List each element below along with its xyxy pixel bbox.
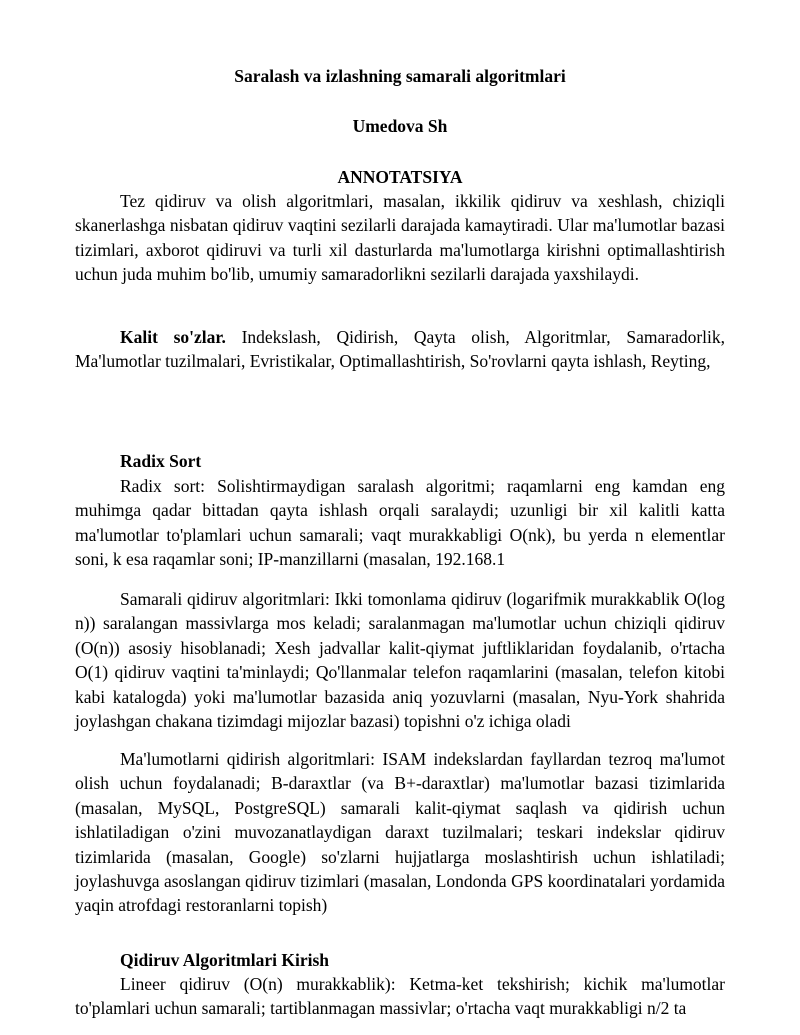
radix-sort-heading: Radix Sort <box>120 451 202 471</box>
radix-sort-paragraph: Radix sort: Solishtirmaydigan saralash algoritmi; raqamlarni eng kamdan eng muhimga qadar bittadan qayta ishlash orqali saralaydi; uzunligi bir xil kalitli katta ma'lumotlar to'plamlari uchun samarali; vaqt murakkabligi O(nk), bu yerda n elementlar soni, k esa raqamlar soni; IP-manzillarni (masalan, 192.168.1 <box>75 476 725 570</box>
linear-search-paragraph: Lineer qidiruv (O(n) murakkablik): Ketma-ket tekshirish; kichik ma'lumotlar to'plamlari uchun samarali; tartiblanmagan massivlar; o'rtacha vaqt murakkabligi n/2 ta <box>75 974 725 1019</box>
abstract-paragraph: Tez qidiruv va olish algoritmlari, masalan, ikkilik qidiruv va xeshlash, chiziqli skanerlashga nisbatan qidiruv vaqtini sezilarli darajada kamaytiradi. Ular ma'lumotlar bazasi tizimlari, axborot qidiruvi va turli xil dasturlarda ma'lumotlarga kirishni optimallashtirish uchun juda muhim bo'lib, umumiy samaradorlikni sezilarli darajada yaxshilaydi. <box>75 191 725 285</box>
abstract-heading: ANNOTATSIYA <box>337 167 463 187</box>
search-algorithms-paragraph: Samarali qidiruv algoritmlari: Ikki tomonlama qidiruv (logarifmik murakkablik O(log n)) saralangan massivlarga mos keladi; saralanmagan ma'lumotlar uchun chiziqli qidiruv (O(n)) asosiy hisoblanadi; Xesh jadvallar kalit-qiymat juftliklaridan foydalanib, o'rtacha O(1) qidiruv vaqtini ta'minlaydi; Qo'llanmalar telefon raqamlarini (masalan, telefon kitobi kabi katalogda) yoki ma'lumotlar bazasida aniq yozuvlarni (masalan, Nyu-York shahrida joylashgan chakana tizimdagi mijozlar bazasi) topishni o'z ichiga oladi <box>75 589 725 732</box>
author-name: Umedova Sh <box>352 116 448 136</box>
keywords-label: Kalit so'zlar. <box>120 327 226 347</box>
keywords-text: Indekslash, Qidirish, Qayta olish, Algoritmlar, Samaradorlik, Ma'lumotlar tuzilmalari, Evristikalar, Optimallashtirish, So'rovlarni qayta ishlash, Reyting, <box>75 327 725 372</box>
data-search-paragraph: Ma'lumotlarni qidirish algoritmlari: ISAM indekslardan fayllardan tezroq ma'lumot olish uchun foydalanadi; B-daraxtlar (va B+-daraxtlar) ma'lumotlar bazasi tizimlarida (masalan, MySQL, PostgreSQL) samarali kalit-qiymat saqlash va qidirish uchun ishlatiladigan o'zini muvozanatlaydigan daraxt tuzilmalari; teskari indekslar qidiruv tizimlarida (masalan, Google) so'zlarni hujjatlarga moslashtirish uchun ishlatiladi; joylashuvga asoslangan qidiruv tizimlari (masalan, Londonda GPS koordinatalari yordamida yaqin atrofdagi restoranlarni topish) <box>75 749 725 916</box>
keywords-paragraph <box>75 325 725 374</box>
search-intro-heading: Qidiruv Algoritmlari Kirish <box>120 950 330 970</box>
document-title: Saralash va izlashning samarali algoritmlari <box>234 66 566 86</box>
